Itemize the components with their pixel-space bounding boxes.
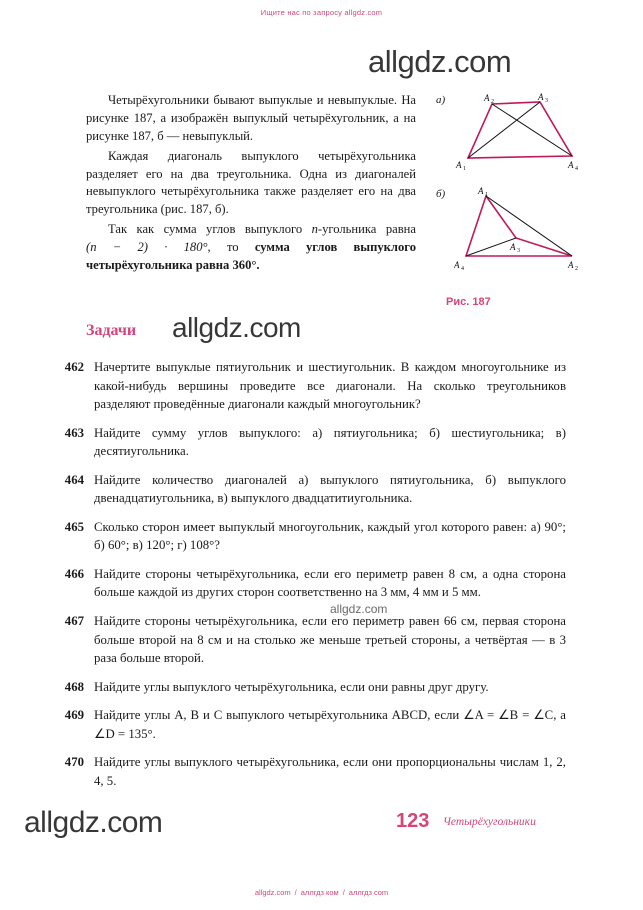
- svg-text:1: 1: [463, 166, 466, 172]
- figure-a-label: а): [436, 94, 446, 106]
- paragraph-3: [86, 221, 416, 275]
- exercise-text: Найдите углы выпуклого четырёхугольника, если они равны друг другу.: [94, 679, 489, 694]
- exercise-item: [54, 612, 566, 668]
- footer-link-1[interactable]: allgdz.com: [254, 888, 291, 897]
- chapter-title: Четырёхугольники: [443, 816, 536, 828]
- figure-b-drawing: [454, 186, 594, 276]
- exercise-item: [54, 424, 566, 461]
- paragraph-3-part2: -угольника равна: [317, 222, 416, 237]
- svg-text:A: A: [484, 93, 490, 103]
- exercise-text: Начертите выпуклые пятиугольник и шестиугольник. В каждом многоугольнике из какой-нибудь вершины проведите все диагонали. На сколько треугольников разделяют проведённые диагонали каждый многоугольник?: [94, 360, 566, 412]
- svg-text:A: A: [454, 260, 460, 270]
- figure-a-drawing: [454, 92, 594, 172]
- svg-text:A: A: [510, 242, 516, 252]
- watermark-logo-bottom: allgdz.com: [24, 806, 163, 839]
- exercise-list: [54, 358, 566, 800]
- svg-text:1: 1: [485, 192, 488, 198]
- footer-links: allgdz.com / аллгдз ком / аллгдз com: [254, 888, 389, 897]
- exercise-number: 463: [64, 425, 84, 440]
- exercise-number: 465: [64, 519, 84, 534]
- exercise-number: 464: [64, 472, 84, 487]
- exercise-text: Сколько сторон имеет выпуклый многоугольник, каждый угол которого равен: а) 90°; б) 60°; в) 120°; г) 108°?: [94, 519, 566, 553]
- exercise-text: Найдите стороны четырёхугольника, если его периметр равен 8 см, а одна сторона больше каждой из других сторон соответственно на 3 мм, 4 мм и 5 мм.: [94, 566, 566, 600]
- exercise-item: [54, 706, 566, 743]
- paragraph-2: Каждая диагональ выпуклого четырёхугольника разделяет его на два треугольника. Одна из диагоналей невыпуклого четырёхугольника также разделяет его на два треугольника (рис. 187, б).: [86, 148, 416, 217]
- svg-text:A: A: [538, 92, 544, 102]
- svg-text:4: 4: [461, 266, 464, 272]
- svg-text:A: A: [478, 186, 484, 196]
- svg-text:4: 4: [575, 166, 578, 172]
- exercise-item: [54, 358, 566, 414]
- svg-text:2: 2: [491, 99, 494, 105]
- watermark-logo-top: allgdz.com: [368, 44, 512, 79]
- paragraph-3-bold: сумма углов выпуклого четырёхугольника равна 360°.: [86, 240, 416, 272]
- footer-link-2[interactable]: аллгдз ком: [300, 888, 339, 897]
- exercise-text: Найдите сумму углов выпуклого: а) пятиугольника; б) шестиугольника; в) десятиугольника.: [94, 425, 566, 459]
- body-text-column: [86, 92, 416, 275]
- exercise-item: [54, 518, 566, 555]
- exercise-item: [54, 753, 566, 790]
- exercise-number: 468: [64, 679, 84, 694]
- svg-text:3: 3: [517, 248, 520, 254]
- paragraph-1: Четырёхугольники бывают выпуклые и невыпуклые. На рисунке 187, а изображён выпуклый четырёхугольник, а на рисунке 187, б — невыпуклый.: [86, 93, 416, 143]
- exercise-text: Найдите стороны четырёхугольника, если его периметр равен 66 см, первая сторона больше второй на 8 см и на столько же меньше третьей стороны, а четвёртая — в 3 раза больше второй.: [94, 614, 566, 666]
- exercise-item: [54, 471, 566, 508]
- svg-text:3: 3: [545, 98, 548, 104]
- exercise-number: 470: [64, 755, 84, 770]
- exercise-text: Найдите количество диагоналей а) выпуклого пятиугольника, б) выпуклого двенадцатиугольника, в) выпуклого двадцатитиугольника.: [94, 472, 566, 506]
- figure-caption: Рис. 187: [446, 296, 491, 308]
- exercise-text: Найдите углы A, B и C выпуклого четырёхугольника ABCD, если ∠A = ∠B = ∠C, а ∠D = 135°.: [94, 708, 566, 741]
- exercise-number: 466: [64, 566, 84, 581]
- figure-b-label: б): [436, 188, 446, 200]
- footer-link-3[interactable]: аллгдз com: [348, 888, 389, 897]
- exercise-text: Найдите углы выпуклого четырёхугольника, если они пропорциональны числам 1, 2, 4, 5.: [94, 755, 566, 788]
- svg-text:A: A: [456, 160, 462, 170]
- page-number: 123: [396, 810, 430, 832]
- svg-text:A: A: [568, 160, 574, 170]
- svg-text:A: A: [568, 260, 574, 270]
- paragraph-3-part3: то: [210, 240, 255, 254]
- exercise-number: 462: [64, 360, 84, 374]
- watermark-logo-small: allgdz.com: [330, 602, 388, 616]
- paragraph-3-part1: Так как сумма углов выпуклого: [108, 222, 312, 237]
- exercise-number: 467: [64, 614, 84, 629]
- svg-text:2: 2: [575, 266, 578, 272]
- watermark-logo-middle: allgdz.com: [172, 312, 301, 343]
- exercise-item: [54, 565, 566, 602]
- exercise-item: [54, 678, 566, 697]
- exercise-number: 469: [64, 708, 84, 723]
- paragraph-3-italic-n: n: [311, 222, 318, 237]
- paragraph-3-formula: (n − 2) · 180°,: [86, 240, 211, 254]
- tasks-heading: Задачи: [86, 322, 137, 339]
- top-watermark-note: Ищите нас по запросу allgdz.com: [260, 8, 383, 17]
